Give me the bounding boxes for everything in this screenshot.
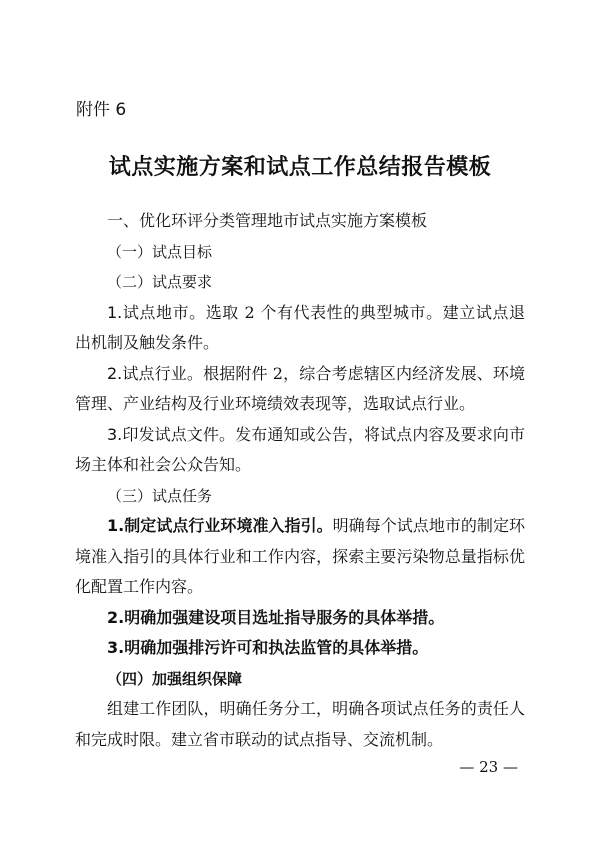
item-text: 选取 2 个有代表性的典型城市。建立试点退出机制及触发条件。 (75, 302, 525, 352)
item-text: 明确每个试点地市的制定环境准入指引的具体行业和工作内容，探索主要污染物总量指标优化配置工作内容。 (75, 516, 525, 596)
item-text: 发布通知或公告，将试点内容及要求向市场主体和社会公众告知。 (75, 424, 525, 474)
subsection-tasks: （三）试点任务 (107, 486, 213, 505)
document-title: 试点实施方案和试点工作总结报告模板 (108, 155, 492, 180)
item-lead: 3.明确加强排污许可和执法监管的具体举措。 (107, 638, 429, 657)
item-lead: 2.明确加强建设项目选址指导服务的具体举措。 (107, 607, 445, 627)
item-lead: 1.试点地市。 (107, 302, 206, 322)
requirement-item (75, 420, 525, 481)
subsection-goal: （一）试点目标 (107, 242, 213, 261)
item-lead: 2.试点行业。 (107, 363, 204, 383)
item-text: 根据附件 2，综合考虑辖区内经济发展、环境管理、产业结构及行业环境绩效表现等，选取试点行业。 (75, 363, 525, 413)
item-lead: 1.制定试点行业环境准入指引。 (107, 516, 333, 535)
item-lead: 3.印发试点文件。 (107, 424, 236, 444)
task-item (75, 633, 525, 664)
organization-paragraph: 组建工作团队，明确任务分工，明确各项试点任务的责任人和完成时限。建立省市联动的试点指导、交流机制。 (75, 699, 525, 749)
attachment-label: 附件 6 (76, 100, 127, 120)
subsection-organization: （四）加强组织保障 (107, 669, 243, 688)
requirement-item (75, 298, 525, 359)
task-item (75, 511, 525, 603)
document-body (75, 206, 525, 755)
requirement-item (75, 359, 525, 420)
section-heading: 一、优化环评分类管理地市试点实施方案模板 (107, 211, 428, 230)
page-number: — 23 — (459, 758, 518, 776)
subsection-requirements: （二）试点要求 (107, 273, 213, 291)
task-item (75, 603, 525, 634)
